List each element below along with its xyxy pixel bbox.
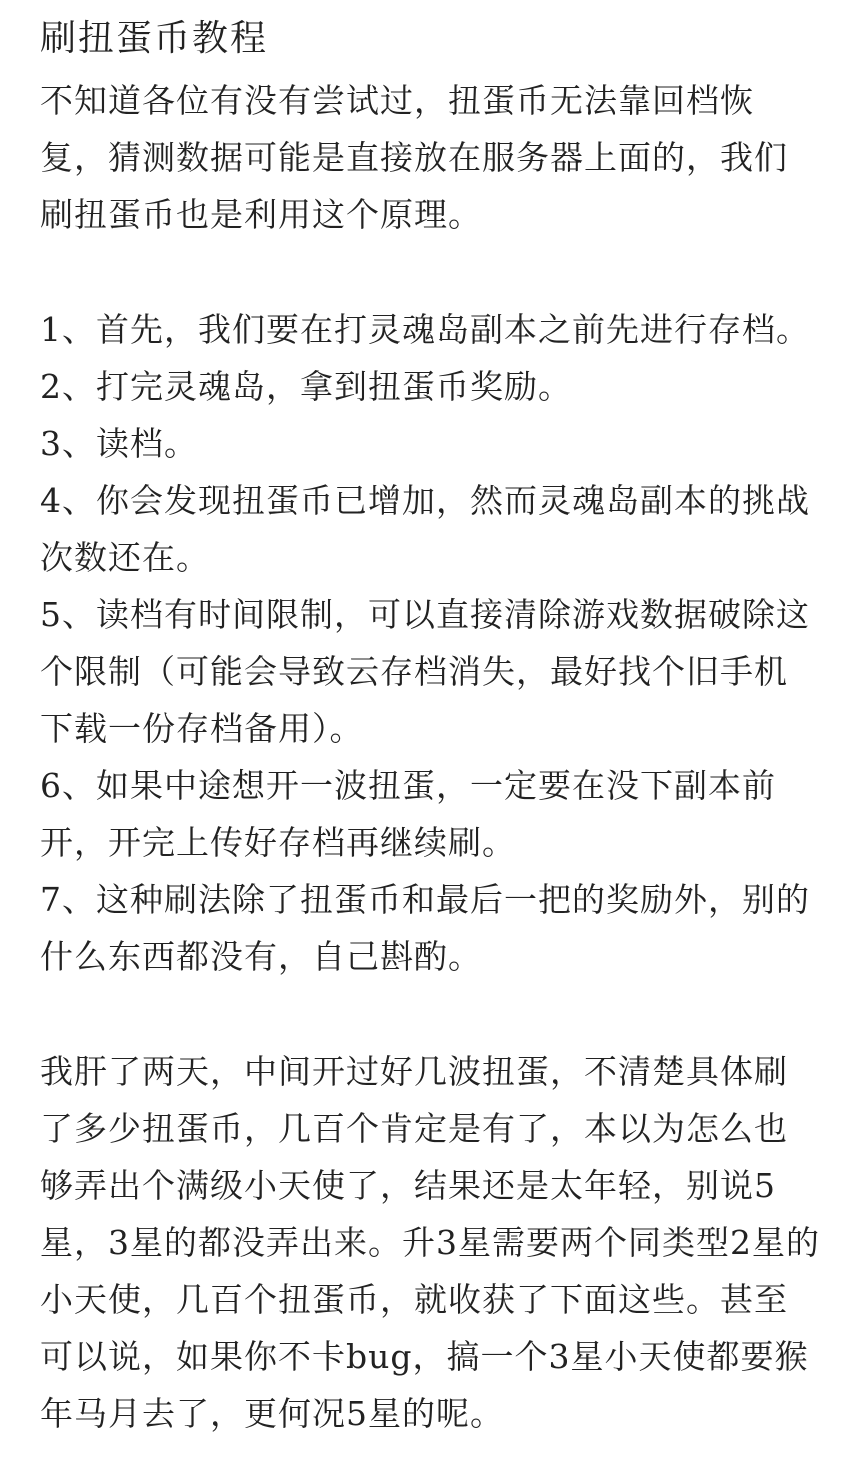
intro-line: 不知道各位有没有尝试过，扭蛋币无法靠回档恢	[40, 81, 754, 120]
conclusion-line: 够弄出个满级小天使了，结果还是太年轻，别说5	[40, 1166, 776, 1205]
document-title: 刷扭蛋币教程	[40, 18, 269, 59]
conclusion-line: 我肝了两天，中间开过好几波扭蛋，不清楚具体刷	[40, 1052, 788, 1091]
step-line: 个限制（可能会导致云存档消失，最好找个旧手机	[40, 652, 788, 691]
step-line: 开，开完上传好存档再继续刷。	[40, 823, 516, 862]
steps-list	[40, 301, 850, 985]
step-line: 6、如果中途想开一波扭蛋，一定要在没下副本前	[40, 766, 776, 805]
intro-line: 刷扭蛋币也是利用这个原理。	[40, 195, 482, 234]
paragraph-gap	[40, 243, 850, 301]
intro-paragraph	[40, 72, 850, 243]
step-line: 3、读档。	[40, 424, 198, 463]
step-line: 4、你会发现扭蛋币已增加，然而灵魂岛副本的挑战	[40, 481, 810, 520]
step-line: 2、打完灵魂岛，拿到扭蛋币奖励。	[40, 367, 572, 406]
conclusion-line: 可以说，如果你不卡bug，搞一个3星小天使都要猴	[40, 1337, 809, 1376]
intro-line: 复，猜测数据可能是直接放在服务器上面的，我们	[40, 138, 788, 177]
step-line: 次数还在。	[40, 538, 210, 577]
conclusion-line: 小天使，几百个扭蛋币，就收获了下面这些。甚至	[40, 1280, 788, 1319]
conclusion-paragraph	[40, 1043, 850, 1442]
step-line: 1、首先，我们要在打灵魂岛副本之前先进行存档。	[40, 310, 810, 349]
paragraph-gap	[40, 985, 850, 1043]
conclusion-line: 了多少扭蛋币，几百个肯定是有了，本以为怎么也	[40, 1109, 788, 1148]
step-line: 7、这种刷法除了扭蛋币和最后一把的奖励外，别的	[40, 880, 810, 919]
step-line: 5、读档有时间限制，可以直接清除游戏数据破除这	[40, 595, 810, 634]
step-line: 下载一份存档备用）。	[40, 709, 364, 748]
conclusion-line: 年马月去了，更何况5星的呢。	[40, 1394, 504, 1433]
conclusion-line: 星，3星的都没弄出来。升3星需要两个同类型2星的	[40, 1223, 820, 1262]
step-line: 什么东西都没有，自己斟酌。	[40, 937, 482, 976]
